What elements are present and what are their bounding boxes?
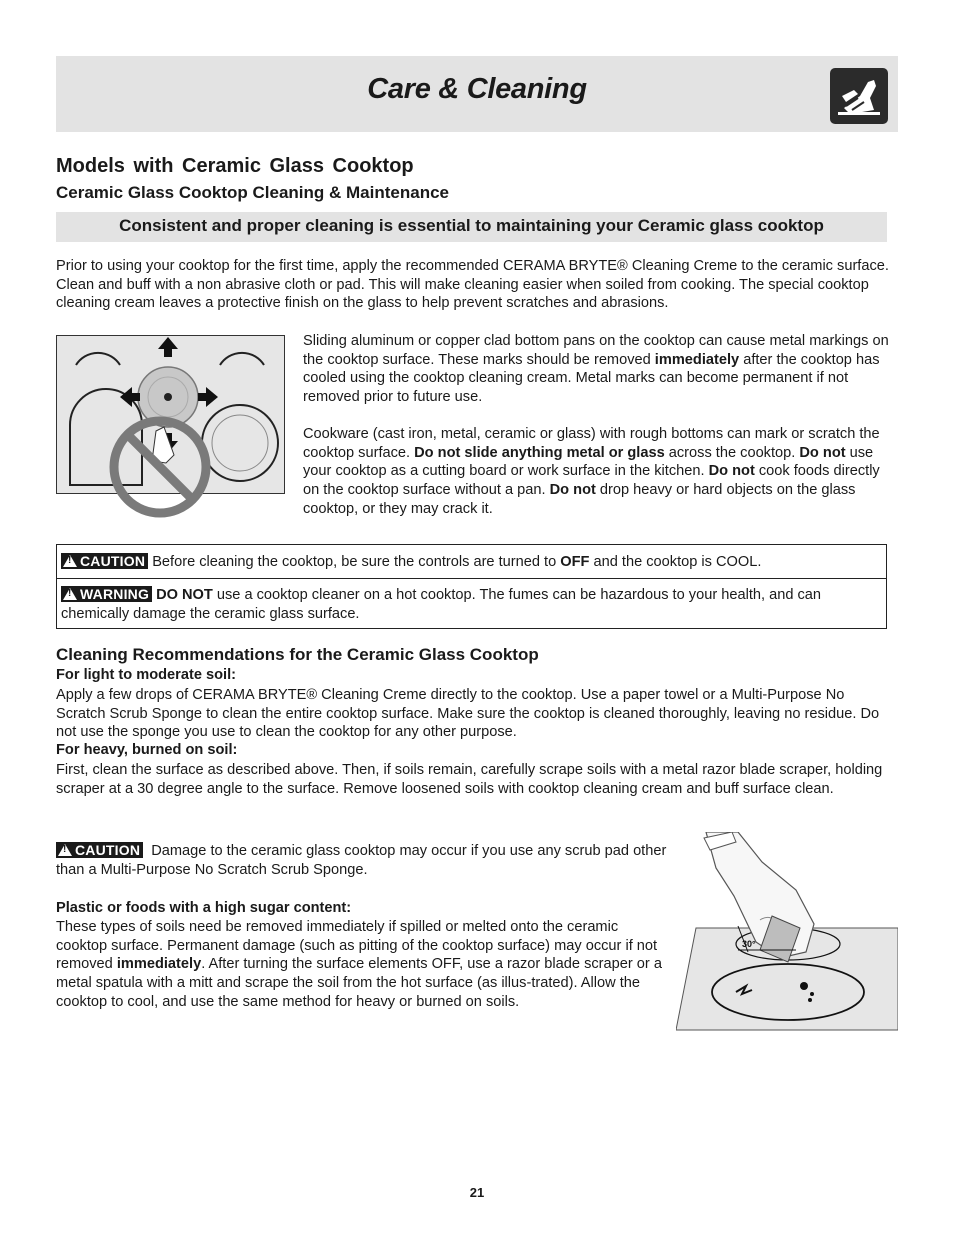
light-soil-paragraph: Apply a few drops of CERAMA BRYTE® Cleaning Creme directly to the cooktop. Use a paper towel or a Multi-Purpose No Scratch Scrub Sponge to clean the entire cooktop surface. Make sure the cooktop is cleaned thoroughly, leaving no residue. Do not use the sponge you use to clean the cooktop for any other purpose. — [56, 687, 880, 741]
section-title: Models with Ceramic Glass Cooktop — [56, 155, 414, 177]
cleaning-hand-icon — [830, 68, 888, 124]
sugar-soil-label: Plastic or foods with a high sugar content: — [56, 900, 352, 916]
warning-badge: !WARNING — [61, 586, 152, 602]
warning-triangle-icon — [58, 844, 72, 856]
warning-box: !WARNING DO NOT use a cooktop cleaner on a hot cooktop. The fumes can be hazardous to your health, and can chemically damage the ceramic glass surface. — [56, 579, 887, 629]
caution-box: !CAUTION Before cleaning the cooktop, be sure the controls are turned to OFF and the cooktop is COOL. — [56, 544, 887, 579]
heavy-soil-paragraph: First, clean the surface as described above. Then, if soils remain, carefully scrape soils with a metal razor blade scraper, holding scraper at a 30 degree angle to the surface. Remove loosened soils with cooktop cleaning cream and buff surface clean. — [56, 762, 883, 797]
heavy-soil-label: For heavy, burned on soil: — [56, 742, 238, 758]
warning-triangle-icon — [63, 588, 77, 600]
scrub-pad-caution: !CAUTION Damage to the ceramic glass cooktop may occur if you use any scrub pad other than a Multi-Purpose No Scratch Scrub Sponge. — [56, 842, 671, 879]
cookware-paragraph: Cookware (cast iron, metal, ceramic or glass) with rough bottoms can mark or scratch the cooktop surface. Do not slide anything metal or glass across the cooktop. Do not use your cooktop as a cutting board or work surface in the kitchen. Do not cook foods directly on the cooktop surface without a pan. Do not drop heavy or hard objects on the glass cooktop, or they may crack it. — [303, 426, 880, 517]
important-banner: Consistent and proper cleaning is essential to maintaining your Ceramic glass cooktop — [56, 212, 887, 242]
angle-label: 30° — [742, 939, 756, 949]
caution-badge: !CAUTION — [61, 553, 148, 569]
sugar-soil-paragraph: These types of soils need be removed immediately if spilled or melted onto the ceramic cooktop surface. Permanent damage (such as pitting of the cooktop surface) may occur if not removed immediately. After turning the surface elements OFF, use a razor blade scraper or a metal spatula with a mitt and scrape the soil from the hot surface (as illus-trated). Allow the cooktop to cool, and use the same method for heavy or burned on soils. — [56, 919, 662, 1010]
razor-scraper-illustration — [676, 832, 898, 1032]
recommendations-title: Cleaning Recommendations for the Ceramic Glass Cooktop — [56, 645, 539, 664]
light-soil-label: For light to moderate soil: — [56, 667, 236, 683]
section-subtitle: Ceramic Glass Cooktop Cleaning & Maintenance — [56, 183, 449, 202]
sliding-pans-paragraph: Sliding aluminum or copper clad bottom pans on the cooktop can cause metal markings on the cooktop surface. These marks should be removed immediately after the cooktop has cooled using the cooktop cleaning cream. Metal marks can become permanent if not removed prior to future use. — [303, 333, 889, 406]
intro-paragraph: Prior to using your cooktop for the first time, apply the recommended CERAMA BRYTE® Cleaning Creme to the ceramic surface. Clean and buff with a non abrasive cloth or pad. This will make cleaning easier when soiled from cooking. The special cooktop cleaning cream leaves a protective finish on the glass to help prevent scratches and abrasions. — [56, 258, 889, 312]
page-title: Care & Cleaning — [367, 73, 587, 105]
warning-triangle-icon — [63, 555, 77, 567]
no-sliding-pan-illustration — [56, 335, 285, 525]
page-header — [56, 56, 898, 132]
caution-badge: !CAUTION — [56, 842, 143, 858]
page-number: 21 — [469, 1185, 485, 1200]
